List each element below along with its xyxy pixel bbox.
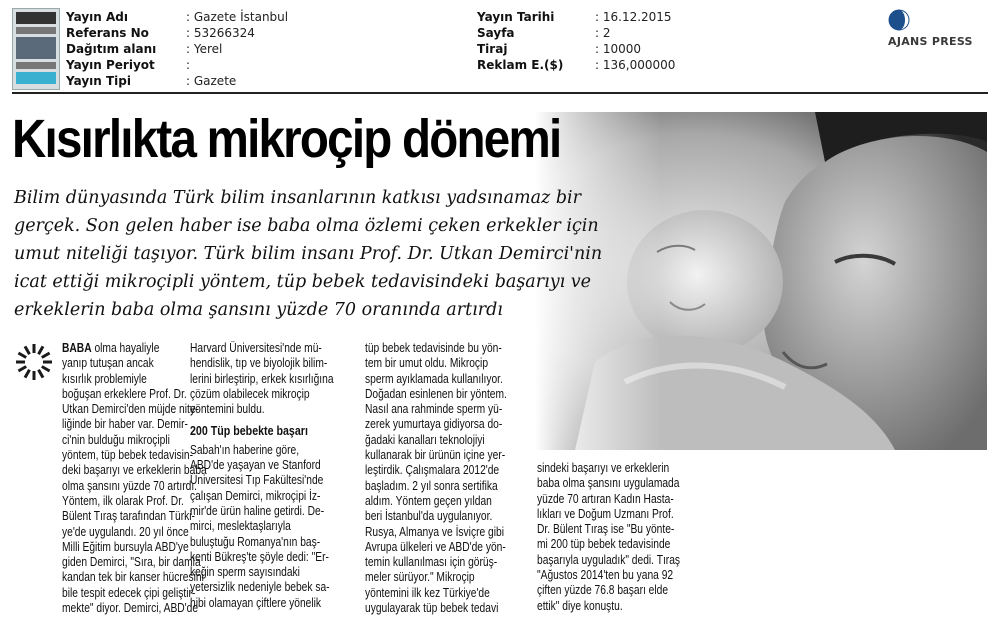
lead-line: erkeklerin baba olma şansını yüzde 70 oranında artırdı — [14, 300, 503, 320]
body-line: Doğadan esinlenen bir yöntem. — [365, 386, 507, 401]
body-line: başladım. 2 yıl sonra sertifika — [365, 478, 498, 493]
body-line: yüzde 70 artıran Kadın Hasta- — [537, 491, 674, 506]
body-line: tüp bebek tedavisinde bu yön- — [365, 341, 502, 355]
body-line: "Ağustos 2014'ten bu yana 92 — [537, 568, 674, 583]
logo-text: AJANS PRESS — [888, 35, 973, 48]
body-line: Bülent Tıraş tarafından Türki- — [62, 509, 195, 524]
body-line: hendislik, tıp ve biyolojik bilim- — [190, 356, 328, 371]
body-line: Utkan Demirci'den müjde nite- — [62, 402, 199, 417]
article-column-4 — [537, 461, 680, 614]
body-line: leştirdik. Çalışmalara 2012'de — [365, 463, 500, 478]
article-lead — [14, 184, 614, 324]
body-line: beri İstanbul'da uygulanıyor. — [365, 509, 493, 524]
body-line: Avrupa ülkeleri ve ABD'de yön- — [365, 539, 506, 554]
body-line: kenti Bükreş'te şöyle dedi: "Er- — [190, 549, 329, 564]
sunburst-icon — [14, 342, 54, 382]
body-line: Üniversitesi Tıp Fakültesi'nde — [190, 473, 324, 488]
body-line: çiften yüzde 76.8 başarı elde — [537, 583, 669, 598]
body-line: lerini birleştirip, erkek kısırlığına — [190, 371, 334, 386]
article-headline: Kısırlıkta mikroçip dönemi — [12, 109, 561, 169]
body-line: Harvard Üniversitesi'nde mü- — [190, 341, 322, 355]
body-line: ABD'de yaşayan ve Stanford — [190, 458, 321, 473]
drop-lead-word: BABA — [62, 341, 92, 355]
page-thumbnail — [12, 8, 60, 90]
body-line: kısırlık problemiyle — [62, 371, 147, 386]
lead-line: Bilim dünyasında Türk bilim insanlarının katkısı yadsınamaz bir — [14, 188, 581, 208]
article-column-2 — [190, 341, 334, 611]
body-line: uygulayarak tüp bebek tedavi — [365, 601, 499, 616]
body-line: Milli Eğitim bursuyla ABD'ye — [62, 539, 189, 554]
body-line: mirci, meslektaşlarıyla — [190, 519, 291, 534]
body-line: Rusya, Almanya ve İsviçre gibi — [365, 524, 505, 539]
article-column-3 — [365, 341, 507, 616]
body-line: BABA olma hayaliyle — [62, 341, 160, 355]
body-line: temin kullanılması için görüş- — [365, 555, 498, 570]
body-line: liğinde bir haber var. Demir- — [62, 417, 188, 432]
body-line: mi 200 tüp bebek tedavisinde — [537, 537, 671, 552]
body-line: çözüm olabilecek mikroçip — [190, 386, 310, 401]
body-line: zerek yumurtaya gidiyorsa do- — [365, 417, 503, 432]
body-line: olma şansını yüzde 70 artırdı. — [62, 478, 198, 493]
article-column-1 — [62, 341, 207, 616]
body-line: Dr. Bülent Tıraş ise "Bu yönte- — [537, 522, 675, 537]
body-line: Yöntem, ilk olarak Prof. Dr. — [62, 493, 184, 508]
body-line: hibi olamayan çiftlere yönelik — [190, 595, 322, 610]
body-line: çalışan Demirci, mikroçipi İz- — [190, 488, 321, 503]
body-line: yöntemini buldu. — [190, 402, 265, 417]
body-line: aldım. Yöntem geçen yıldan — [365, 493, 492, 508]
body-line: boğuşan erkeklere Prof. Dr. — [62, 386, 187, 401]
lead-line: icat ettiği mikroçipli yöntem, tüp bebek tedavisindeki başarıyı ve — [14, 272, 591, 292]
body-line: Sabah'ın haberine göre, — [190, 442, 300, 457]
body-line: tem bir umut oldu. Mikroçip — [365, 356, 489, 371]
body-line: yöntemini ilk kez Türkiye'de — [365, 585, 490, 600]
body-line: bile tespit edecek çipi geliştir- — [62, 585, 196, 600]
body-line: ci'nin bulduğu mikroçipli — [62, 432, 170, 447]
body-line: kullanarak bir ürünün içine yer- — [365, 448, 506, 463]
body-line: ettik" diye konuştu. — [537, 598, 623, 613]
body-line: yöntem, tüp bebek tedavisin- — [62, 448, 194, 463]
body-line: mekte" diyor. Demirci, ABD'de — [62, 601, 199, 616]
body-line: başarıyla uyguladık" dedi. Tıraş — [537, 552, 681, 567]
body-line: Nasıl ana rahminde sperm yü- — [365, 402, 503, 417]
body-line: buluştuğu Romanya'nın baş- — [190, 534, 321, 549]
lead-line: umut niteliği taşıyor. Türk bilim insanı Prof. Dr. Utkan Demirci'nin — [14, 244, 603, 264]
body-line: ğadaki kanalları teknolojiyi — [365, 432, 485, 447]
logo-globe-icon — [888, 9, 910, 31]
body-line: sperm ayıklamada kullanılıyor. — [365, 371, 503, 386]
lead-line: gerçek. Son gelen haber ise baba olma özlemi çeken erkekler için — [14, 216, 599, 236]
body-line: kandan tek bir kanser hücresini — [62, 570, 204, 585]
body-line: sindeki başarıyı ve erkeklerin — [537, 461, 670, 475]
body-line: meler sürüyor." Mikroçip — [365, 570, 475, 585]
body-line: keğin sperm sayısındaki — [190, 565, 300, 580]
body-line: baba olma şansını uygulamada — [537, 476, 680, 491]
article-subheading: 200 Tüp bebekte başarı — [190, 423, 308, 439]
body-line: mir'de ürün haline getirdi. De- — [190, 503, 325, 518]
header-divider — [12, 92, 988, 94]
body-line: lıkları ve Doğum Uzmanı Prof. — [537, 506, 674, 521]
body-line: ye'de uygulandı. 20 yıl önce — [62, 524, 189, 539]
body-line: yanıp tutuşan ancak — [62, 356, 154, 371]
body-line: yetersizlik nedeniyle bebek sa- — [190, 580, 330, 595]
body-line: deki başarıyı ve erkeklerin baba — [62, 463, 207, 478]
body-line: giden Demirci, "Sıra, bir damla — [62, 555, 201, 570]
ajans-press-logo — [888, 9, 988, 49]
